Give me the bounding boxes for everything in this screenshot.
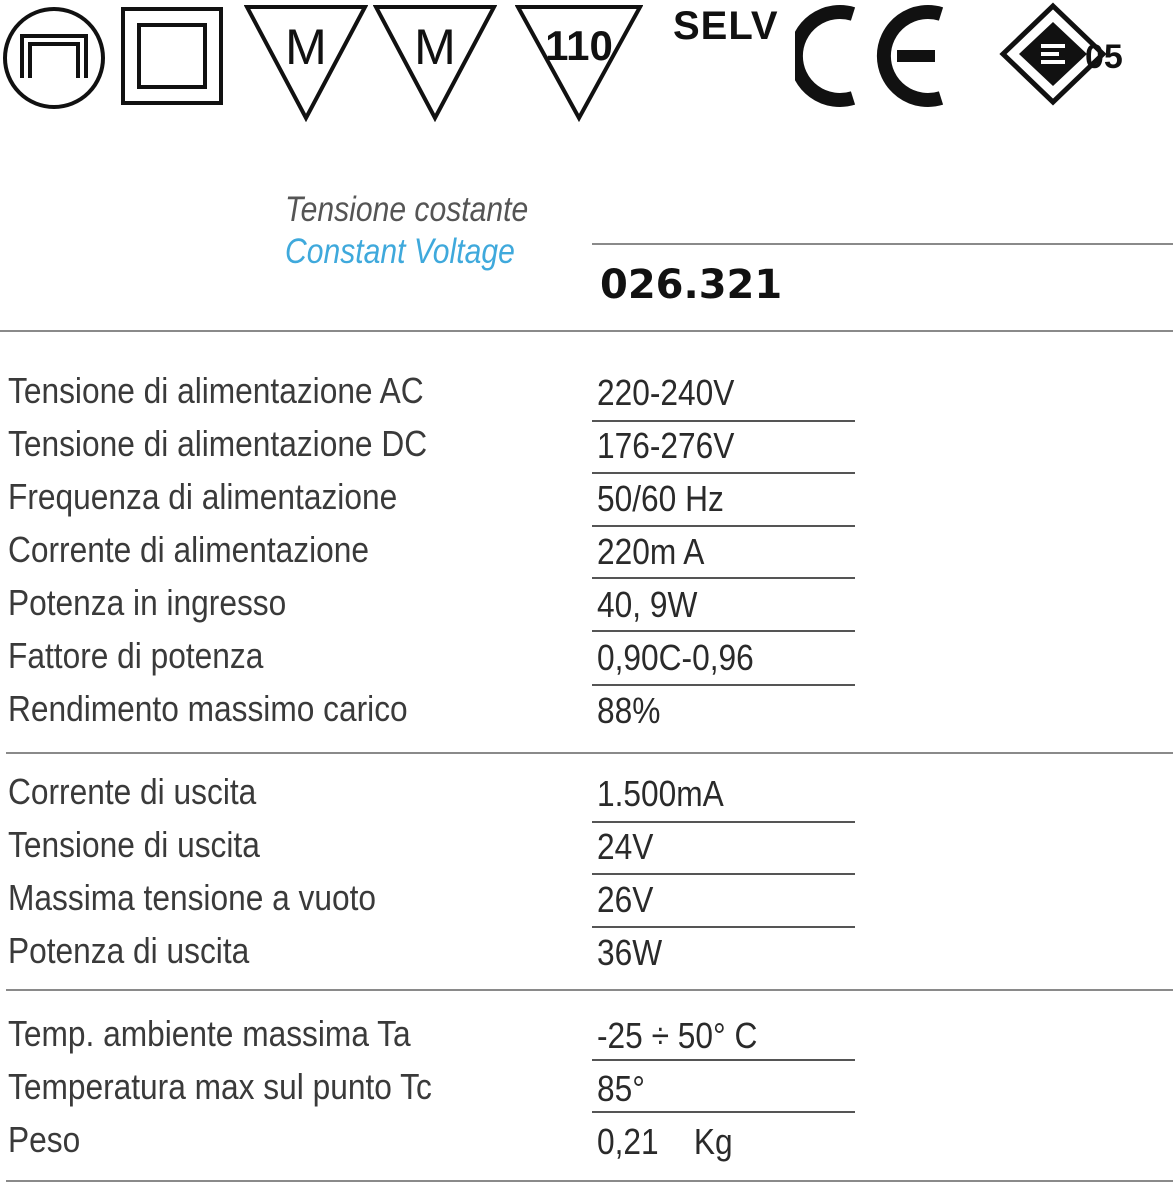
value-underline: [592, 630, 855, 632]
enec-suffix: 05: [1085, 38, 1123, 76]
subtitle-italian: Tensione costante: [285, 190, 529, 229]
spec-value: 220-240V: [597, 372, 735, 413]
value-underline: [592, 525, 855, 527]
spec-value: 50/60 Hz: [597, 478, 724, 519]
spec-label: Peso: [8, 1119, 81, 1160]
independent-ballast-icon: [2, 6, 106, 110]
spec-label: Potenza di uscita: [8, 930, 250, 971]
product-code: 026.321: [600, 262, 783, 308]
value-underline: [592, 1111, 855, 1113]
section-divider-bottom: [6, 1180, 1173, 1182]
spec-value: 40, 9W: [597, 584, 698, 625]
spec-value: 88%: [597, 690, 661, 731]
spec-label: Massima tensione a vuoto: [8, 877, 377, 918]
spec-value: 1.500mA: [597, 773, 724, 814]
spec-value: 176-276V: [597, 425, 735, 466]
header-divider: [592, 243, 1173, 245]
spec-label: Temp. ambiente massima Ta: [8, 1013, 411, 1054]
spec-label: Corrente di alimentazione: [8, 529, 370, 570]
spec-label: Tensione di uscita: [8, 824, 260, 865]
subtitle-english: Constant Voltage: [285, 232, 515, 271]
spec-value: 0,90C-0,96: [597, 637, 754, 678]
section-divider-output-env: [6, 989, 1173, 991]
certification-symbols: [0, 0, 1173, 130]
value-underline: [592, 420, 855, 422]
enec-mark-icon: [995, 2, 1135, 112]
spec-label: Corrente di uscita: [8, 771, 257, 812]
value-underline: [592, 577, 855, 579]
marking-mm-triangle-icon: [373, 4, 497, 122]
max-temperature-110-triangle-icon: [515, 4, 643, 122]
value-underline: [592, 926, 855, 928]
section-divider-input-output: [6, 752, 1173, 754]
spec-value: -25 ÷ 50° C: [597, 1015, 758, 1056]
spec-label: Fattore di potenza: [8, 635, 264, 676]
section-divider-top: [0, 330, 1173, 332]
marking-m-triangle-icon: [244, 4, 368, 122]
spec-label: Potenza in ingresso: [8, 582, 287, 623]
marking-m-label-2: M: [414, 19, 456, 75]
spec-label: Frequenza di alimentazione: [8, 476, 398, 517]
marking-110-label: 110: [545, 22, 613, 69]
value-underline: [592, 472, 855, 474]
spec-label: Tensione di alimentazione AC: [8, 370, 424, 411]
spec-value: 36W: [597, 932, 663, 973]
spec-value: 220m A: [597, 531, 705, 572]
spec-label: Tensione di alimentazione DC: [8, 423, 428, 464]
marking-m-label: M: [285, 19, 327, 75]
spec-label: Rendimento massimo carico: [8, 688, 408, 729]
double-insulation-icon: [120, 6, 224, 106]
spec-value: 24V: [597, 826, 654, 867]
selv-mark: SELV: [673, 4, 779, 48]
value-underline: [592, 1059, 855, 1061]
spec-label: Temperatura max sul punto Tc: [8, 1066, 432, 1107]
spec-value: 26V: [597, 879, 654, 920]
spec-value: 0,21 Kg: [597, 1121, 733, 1162]
ce-mark-icon: [795, 0, 955, 112]
value-underline: [592, 684, 855, 686]
value-underline: [592, 821, 855, 823]
value-underline: [592, 873, 855, 875]
spec-value: 85°: [597, 1068, 645, 1109]
